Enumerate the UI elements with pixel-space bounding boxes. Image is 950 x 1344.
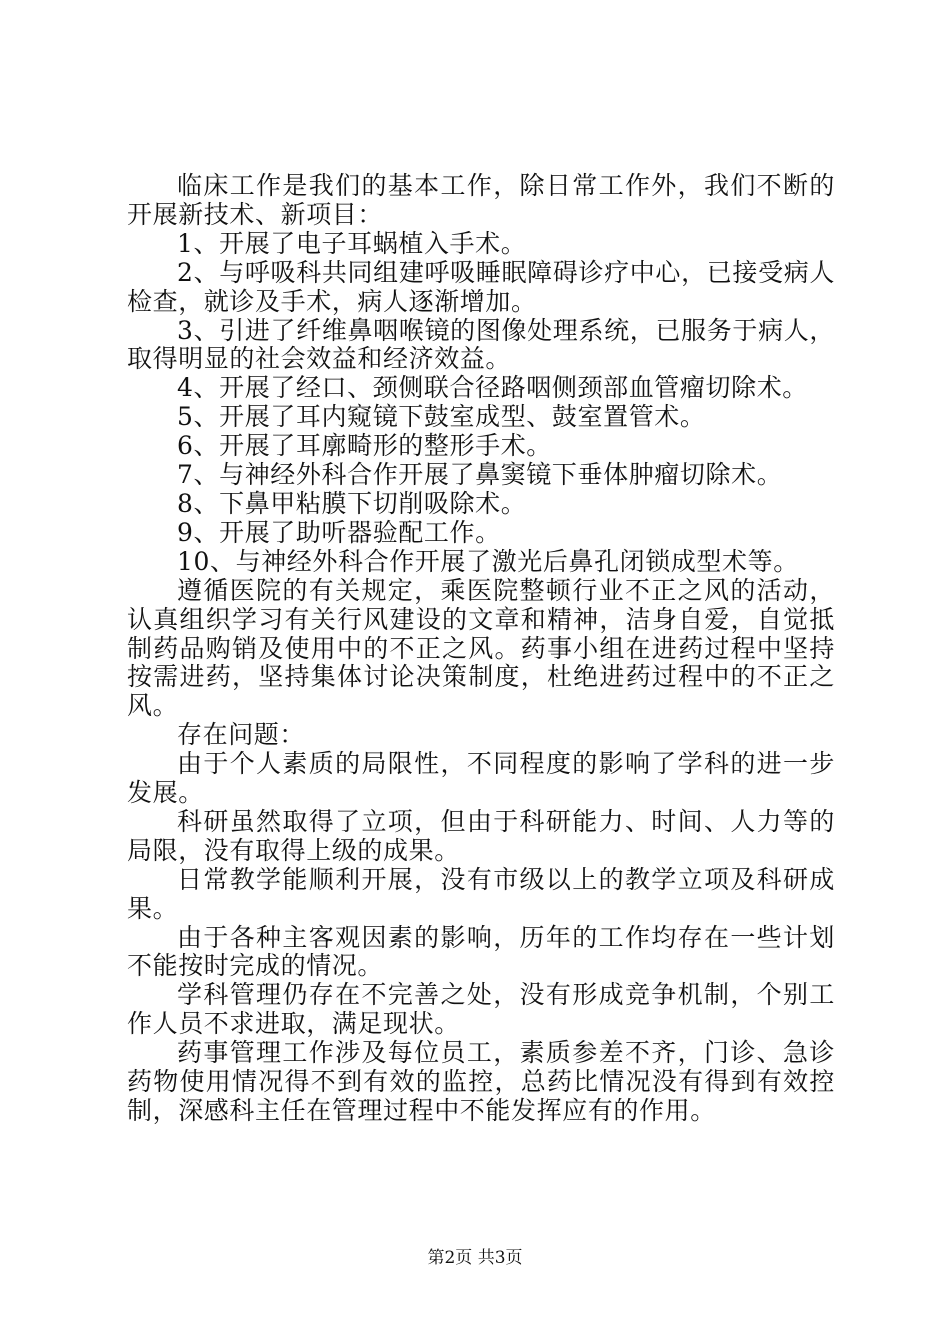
list-item-2: 2、与呼吸科共同组建呼吸睡眠障碍诊疗中心，已接受病人检查，就诊及手术，病人逐渐增加。 <box>127 257 835 316</box>
list-item-4: 4、开展了经口、颈侧联合径路咽侧颈部血管瘤切除术。 <box>177 373 808 403</box>
problem-item-6: 药事管理工作涉及每位员工，素质参差不齐，门诊、急诊药物使用情况得不到有效的监控，总药比情况没有得到有效控制，深感科主任在管理过程中不能发挥应有的作用。 <box>127 1038 835 1125</box>
list-item-7: 7、与神经外科合作开展了鼻窦镜下垂体肿瘤切除术。 <box>177 460 783 490</box>
problem-item-4: 由于各种主客观因素的影响，历年的工作均存在一些计划不能按时完成的情况。 <box>127 922 835 981</box>
problem-item-5: 学科管理仍存在不完善之处，没有形成竞争机制，个别工作人员不求进取，满足现状。 <box>127 980 835 1039</box>
paragraph-conduct: 遵循医院的有关规定，乘医院整顿行业不正之风的活动，认真组织学习有关行风建设的文章和精神，洁身自爱，自觉抵制药品购销及使用中的不正之风。药事小组在进药过程中坚持按需进药，坚持集体讨论决策制度，杜绝进药过程中的不正之风。 <box>127 575 835 721</box>
problem-item-3: 日常教学能顺利开展，没有市级以上的教学立项及科研成果。 <box>127 864 835 923</box>
list-item-10: 10、与神经外科合作开展了激光后鼻孔闭锁成型术等。 <box>177 546 799 576</box>
page-number-footer: 第2页 共3页 <box>427 1248 523 1268</box>
problem-item-1: 由于个人素质的局限性，不同程度的影响了学科的进一步发展。 <box>127 749 835 808</box>
list-item-1: 1、开展了电子耳蜗植入手术。 <box>177 228 527 258</box>
list-item-8: 8、下鼻甲粘膜下切削吸除术。 <box>177 488 527 518</box>
list-item-9: 9、开展了助听器验配工作。 <box>177 517 501 547</box>
problem-item-2: 科研虽然取得了立项，但由于科研能力、时间、人力等的局限，没有取得上级的成果。 <box>127 806 835 865</box>
list-item-3: 3、引进了纤维鼻咽喉镜的图像处理系统，已服务于病人，取得明显的社会效益和经济效益。 <box>127 315 835 374</box>
paragraph-intro: 临床工作是我们的基本工作，除日常工作外，我们不断的开展新技术、新项目： <box>127 171 835 229</box>
list-item-6: 6、开展了耳廓畸形的整形手术。 <box>177 431 552 461</box>
section-heading-problems: 存在问题： <box>177 720 306 750</box>
list-item-5: 5、开展了耳内窥镜下鼓室成型、鼓室置管术。 <box>177 402 706 432</box>
document-body <box>127 172 835 1126</box>
